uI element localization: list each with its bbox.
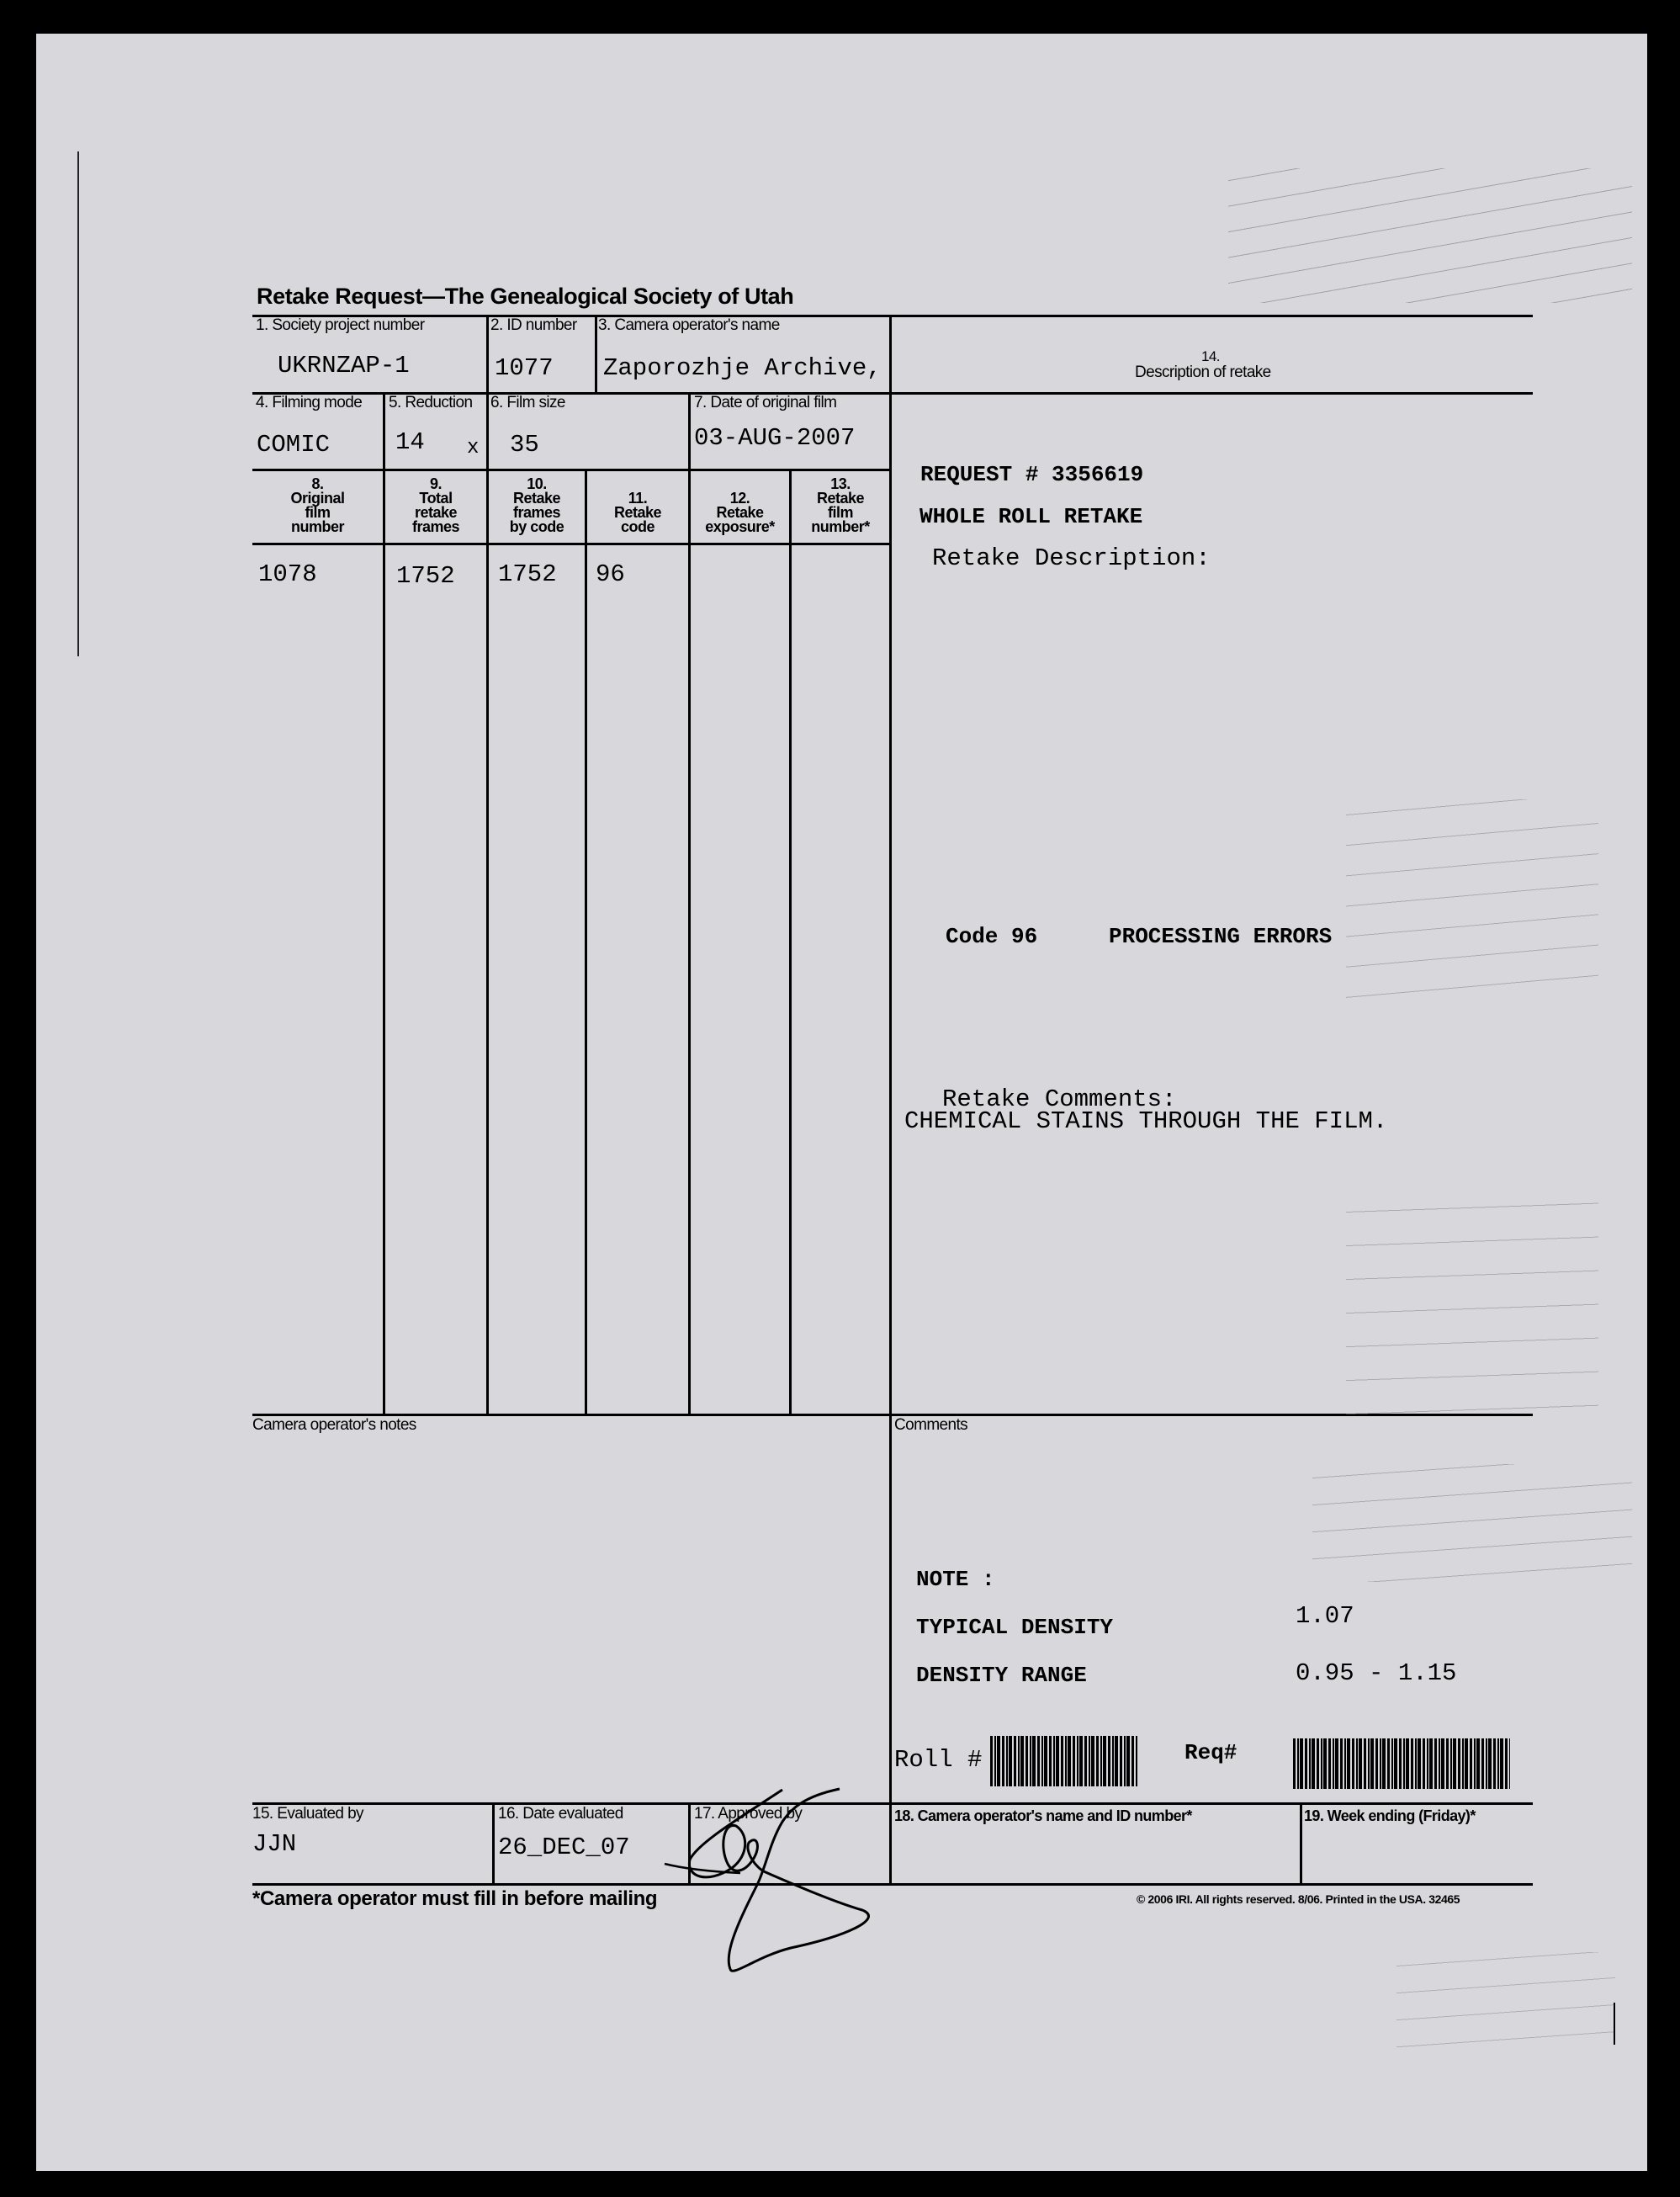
typical-density-label: TYPICAL DENSITY [916,1615,1114,1640]
rule-col-d [688,392,691,1415]
label-col8: 8. Original film number [290,475,345,535]
edge-mark [1614,2003,1615,2045]
scan-noise [1312,1464,1632,1582]
approver-signature [639,1784,892,1986]
date-original-value: 03-AUG-2007 [694,424,856,452]
label-description: Description of retake [1135,364,1271,381]
project-number-value: UKRNZAP-1 [278,352,410,379]
film-size-value: 35 [510,431,539,459]
rule-bottom-16 [492,1802,495,1883]
req-barcode [1293,1738,1510,1789]
roll-label: Roll # [894,1746,983,1774]
whole-roll-retake: WHOLE ROLL RETAKE [919,504,1143,529]
rule-col-e [585,469,587,1415]
label-operator-name-id: 18. Camera operator's name and ID number* [894,1807,1192,1824]
label-evaluated-by: 15. Evaluated by [252,1805,363,1823]
rule-main-bottom [252,1414,1533,1416]
rule-bottom-top [252,1802,1533,1805]
rule-row3 [252,469,891,471]
total-frames-value: 1752 [396,562,455,590]
label-week-ending: 19. Week ending (Friday)* [1304,1807,1476,1824]
original-film-value: 1078 [258,560,317,588]
density-range-label: DENSITY RANGE [916,1663,1087,1688]
retake-code-value: 96 [596,560,625,588]
rule-bottom-end [252,1883,1533,1886]
code-label: Code 96 [946,924,1038,949]
scan-noise [1228,168,1632,303]
rule-right-main [889,315,892,1885]
retake-description-heading: Retake Description: [932,544,1211,572]
label-col13: 13. Retake film number* [811,475,870,535]
label-desc-number: 14. [1201,348,1220,364]
label-col12: 12. Retake exposure* [705,490,775,535]
reduction-x: x [467,437,480,459]
label-project-number: 1. Society project number [256,316,425,334]
label-film-size: 6. Film size [490,394,565,411]
label-col11: 11. Retake code [613,490,662,535]
margin-line [77,151,79,656]
operator-name-value: Zaporozhje Archive, [603,354,882,382]
label-comments: Comments [894,1416,968,1434]
label-reduction: 5. Reduction [389,394,473,411]
reduction-value: 14 [395,428,425,456]
req-label: Req# [1184,1740,1237,1765]
rule-col-f [789,469,792,1415]
label-col10: 10. Retake frames by code [509,475,564,535]
evaluated-by-value: JJN [252,1830,297,1858]
rule-bottom-19 [1300,1802,1302,1883]
scan-noise [1396,1952,1615,2053]
label-id-number: 2. ID number [490,316,577,334]
form-title: Retake Request—The Genealogical Society of Utah [257,284,794,309]
filming-mode-value: COMIC [257,431,331,459]
rule-top [252,315,1533,317]
typical-density-value: 1.07 [1296,1602,1354,1630]
label-approved-by: 17. Approved by [694,1805,803,1823]
note-label: NOTE : [916,1567,995,1592]
retake-comments-text: CHEMICAL STAINS THROUGH THE FILM. [904,1107,1388,1135]
id-number-value: 1077 [495,354,554,382]
scan-noise [1346,1195,1598,1430]
rule-col-b [595,315,597,393]
frames-by-code-value: 1752 [498,560,557,588]
rule-colhead [252,543,891,545]
roll-barcode [990,1736,1137,1786]
date-evaluated-value: 26_DEC_07 [498,1833,630,1861]
label-date-original: 7. Date of original film [694,394,837,411]
request-number: REQUEST # 3356619 [920,462,1144,487]
label-date-evaluated: 16. Date evaluated [498,1805,623,1823]
code-description: PROCESSING ERRORS [1109,924,1333,949]
copyright-notice: © 2006 IRI. All rights reserved. 8/06. Printed in the USA. 32465 [1137,1892,1460,1906]
label-operator-notes: Camera operator's notes [252,1416,416,1434]
label-col9: 9. Total retake frames [411,475,460,535]
retake-comments-heading: Retake Comments: [942,1085,1177,1113]
label-filming-mode: 4. Filming mode [256,394,363,411]
label-operator-name: 3. Camera operator's name [598,316,780,334]
scan-noise [1346,799,1598,1001]
density-range-value: 0.95 - 1.15 [1296,1659,1457,1687]
rule-col-c [383,392,385,1415]
footer-note: *Camera operator must fill in before mailing [252,1887,658,1910]
